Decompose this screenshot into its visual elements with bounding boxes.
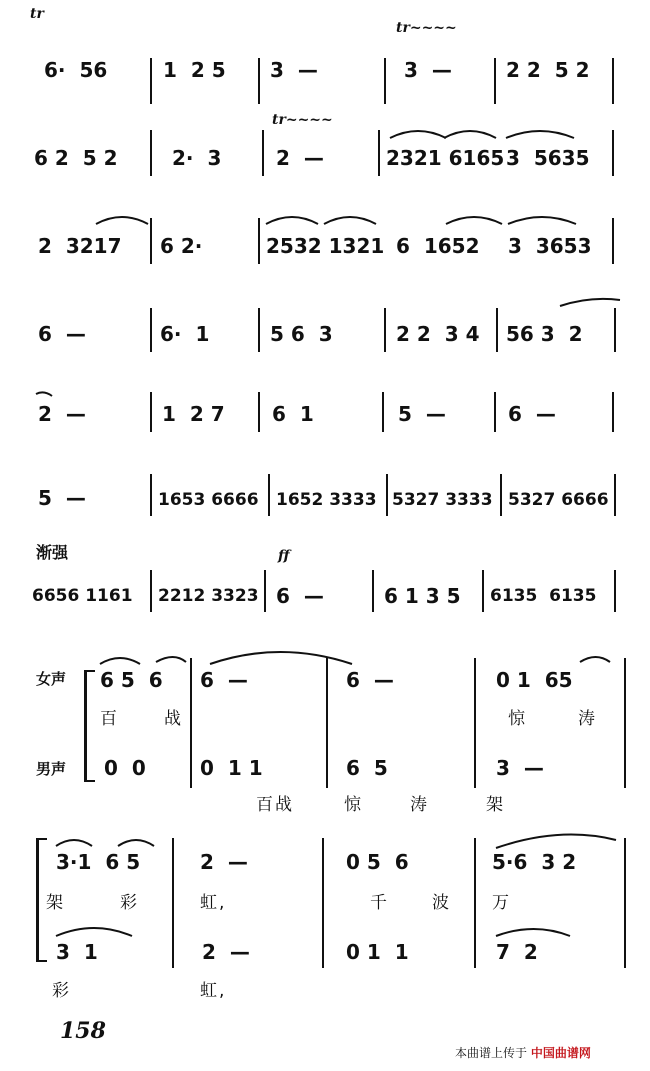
- female-measure-3: 6 —: [346, 668, 394, 692]
- slur-arc: [446, 217, 502, 224]
- measure-5: 6135 6135: [490, 586, 597, 606]
- lyric: 百战: [256, 795, 294, 815]
- female-voice-label: 女声: [36, 670, 67, 688]
- lyric: 战: [164, 709, 183, 729]
- measure-3: 6 —: [276, 584, 324, 608]
- measure-5: 5327 6666: [508, 490, 609, 510]
- measure-1: 5 —: [38, 486, 86, 510]
- measure-4: 5 —: [398, 402, 446, 426]
- slur-arc: [580, 657, 610, 662]
- female-measure-3: 0 5 6: [346, 850, 409, 874]
- measure-2: 2· 3: [172, 146, 222, 170]
- slur-arc: [100, 658, 140, 664]
- lyric: 万: [492, 893, 511, 913]
- measure-5: 3 3653: [508, 234, 592, 258]
- female-measure-2: 2 —: [200, 850, 248, 874]
- slur-arc: [506, 131, 574, 138]
- measure-4: 6 1652: [396, 234, 480, 258]
- trill-mark: tr: [30, 6, 44, 22]
- dynamic-marking: ff: [278, 548, 290, 564]
- male-measure-3: 6 5: [346, 756, 388, 780]
- lyric: 惊: [344, 795, 363, 815]
- trill-mark: tr~~~~: [396, 20, 457, 36]
- measure-5: 56 3 2: [506, 322, 583, 346]
- measure-2: 1 2 7: [162, 402, 225, 426]
- measure-2: 6 2·: [160, 234, 203, 258]
- lyric: 虹,: [200, 893, 227, 913]
- slur-arc: [560, 299, 620, 306]
- lyric: 百: [100, 709, 119, 729]
- measure-4: 2321 6165: [386, 146, 505, 170]
- female-measure-1: 6 5 6: [100, 668, 163, 692]
- measure-1: 6 2 5 2: [34, 146, 118, 170]
- measure-2: 1653 6666: [158, 490, 259, 510]
- site-brand-logo: 中国曲谱网: [530, 1046, 591, 1060]
- lyric: 架: [486, 795, 505, 815]
- slur-arc: [266, 217, 318, 224]
- slur-arc: [210, 652, 352, 664]
- measure-3: 1652 3333: [276, 490, 377, 510]
- slur-arc: [508, 217, 576, 224]
- slur-arc: [118, 840, 154, 846]
- lyric: 虹,: [200, 981, 227, 1001]
- measure-2: 1 2 5: [163, 58, 226, 82]
- slur-arc: [56, 840, 92, 846]
- male-voice-label: 男声: [36, 760, 67, 778]
- lyric: 千: [370, 893, 389, 913]
- male-measure-2: 0 1 1: [200, 756, 263, 780]
- measure-1: 2 —: [38, 402, 86, 426]
- footer-text: 本曲谱上传于: [455, 1046, 528, 1060]
- lyric: 涛: [578, 709, 597, 729]
- lyric: 波: [432, 893, 451, 913]
- female-measure-2: 6 —: [200, 668, 248, 692]
- male-measure-1: 3 1: [56, 940, 98, 964]
- male-measure-1: 0 0: [104, 756, 146, 780]
- measure-4: 3 —: [404, 58, 452, 82]
- measure-5: 6 —: [508, 402, 556, 426]
- slur-arc: [444, 131, 496, 138]
- measure-4: 5327 3333: [392, 490, 493, 510]
- measure-1: 6656 1161: [32, 586, 133, 606]
- page-number: 158: [60, 1018, 106, 1044]
- footer-credit: [455, 1044, 591, 1061]
- measure-3: 5 6 3: [270, 322, 333, 346]
- slur-arc: [496, 835, 616, 848]
- measure-1: 6 —: [38, 322, 86, 346]
- lyric: 彩: [120, 893, 139, 913]
- male-measure-4: 3 —: [496, 756, 544, 780]
- slur-arc: [156, 657, 186, 662]
- measure-5: 3 5635: [506, 146, 590, 170]
- lyric: 涛: [410, 795, 429, 815]
- slur-arc: [390, 131, 446, 138]
- lyric: 彩: [52, 981, 71, 1001]
- slur-arc: [96, 217, 148, 224]
- measure-2: 6· 1: [160, 322, 210, 346]
- measure-2: 2212 3323: [158, 586, 259, 606]
- slur-arc: [496, 929, 570, 936]
- male-measure-3: 0 1 1: [346, 940, 409, 964]
- measure-1: 6· 56: [44, 58, 108, 82]
- lyric: 惊: [508, 709, 527, 729]
- male-measure-4: 7 2: [496, 940, 538, 964]
- measure-4: 6 1 3 5: [384, 584, 461, 608]
- measure-5: 2 2 5 2: [506, 58, 590, 82]
- measure-4: 2 2 3 4: [396, 322, 480, 346]
- slur-arc: [56, 928, 132, 936]
- slur-arc: [36, 392, 52, 396]
- measure-3: 6 1: [272, 402, 314, 426]
- tempo-marking: 渐强: [36, 543, 69, 562]
- lyric: 架: [46, 893, 65, 913]
- female-measure-1: 3·1 6 5: [56, 850, 141, 874]
- trill-mark: tr~~~~: [272, 112, 333, 128]
- measure-3: 3 —: [270, 58, 318, 82]
- measure-1: 2 3217: [38, 234, 122, 258]
- slur-arc: [324, 217, 376, 224]
- female-measure-4: 5·6 3 2: [492, 850, 577, 874]
- male-measure-2: 2 —: [202, 940, 250, 964]
- measure-3: 2532 1321: [266, 234, 385, 258]
- female-measure-4: 0 1 65: [496, 668, 573, 692]
- measure-3: 2 —: [276, 146, 324, 170]
